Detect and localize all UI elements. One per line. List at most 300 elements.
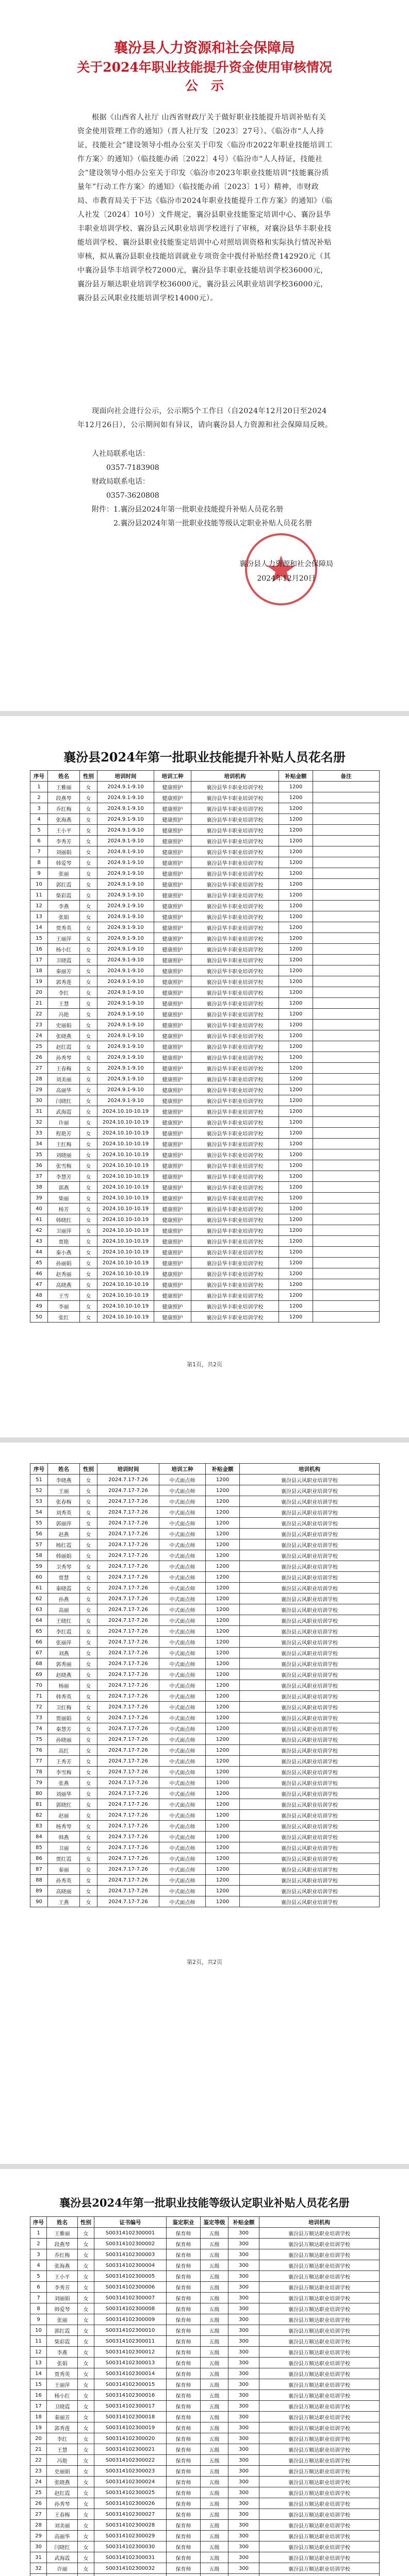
- table-cell: 2024.9.1-9.10: [97, 1052, 154, 1063]
- table-row: [30, 1886, 380, 1896]
- table-cell: 健康照护: [154, 1258, 191, 1268]
- table-cell: 25: [30, 2487, 47, 2498]
- table-cell: [313, 1268, 380, 1279]
- table-cell: 襄汾县万顺达职业培训学校: [259, 2239, 380, 2249]
- table-cell: 女: [80, 1604, 97, 1615]
- table-cell: 2024.9.1-9.10: [97, 782, 154, 792]
- table-cell: 20: [30, 2433, 47, 2444]
- table-row: [30, 1312, 380, 1323]
- table-cell: 襄汾县华丰职业培训学校: [191, 1106, 279, 1117]
- table-cell: 中式面点师: [159, 1691, 206, 1702]
- table-cell: 健康照护: [154, 1193, 191, 1204]
- table-cell: 女: [80, 803, 97, 814]
- table-cell: 郭红霞: [48, 879, 80, 890]
- table-cell: 18: [30, 965, 48, 976]
- table-cell: 卫丽萍: [48, 1225, 80, 1236]
- table-cell: 73: [30, 1713, 48, 1723]
- table-row: [30, 1658, 380, 1669]
- table-cell: [313, 1084, 380, 1095]
- table-cell: 2024.7.17-7.26: [97, 1507, 159, 1518]
- table-cell: 襄汾县华丰职业培训学校: [191, 1041, 279, 1052]
- table-cell: 襄汾县云风职业培训学校: [240, 1702, 380, 1713]
- table-cell: 襄汾县华丰职业培训学校: [191, 965, 279, 976]
- table-cell: 54: [30, 1507, 48, 1518]
- table-row: [30, 2531, 380, 2541]
- table-cell: 襄汾县万顺达职业培训学校: [259, 2358, 380, 2368]
- table-cell: 1200: [279, 944, 313, 955]
- table-cell: S00314102300026: [94, 2498, 167, 2509]
- table-row: [30, 1485, 380, 1496]
- table-cell: 健康照护: [154, 879, 191, 890]
- table-cell: 300: [228, 2293, 259, 2303]
- table-cell: 女: [80, 1594, 97, 1604]
- table-cell: 2024.7.17-7.26: [97, 1485, 159, 1496]
- table-cell: 68: [30, 1658, 48, 1669]
- table-cell: 五级: [201, 2260, 228, 2271]
- table-cell: 襄汾县万顺达职业培训学校: [259, 2314, 380, 2325]
- table-cell: 王雪: [48, 1290, 80, 1301]
- table-cell: 1200: [279, 792, 313, 803]
- table-cell: 保育师: [167, 2487, 201, 2498]
- table-cell: 50: [30, 1312, 48, 1323]
- column-header: 培训时间: [97, 771, 154, 782]
- table-cell: 300: [228, 2477, 259, 2487]
- table-cell: 2024.7.17-7.26: [97, 1734, 159, 1745]
- table-row: [30, 1875, 380, 1886]
- table-row: [30, 1128, 380, 1139]
- table-cell: 2024.7.17-7.26: [97, 1875, 159, 1886]
- table-cell: 2024.9.1-9.10: [97, 976, 154, 987]
- table-cell: 女: [78, 2314, 94, 2325]
- table-cell: 25: [30, 1041, 48, 1052]
- table-cell: 张丽: [48, 868, 80, 879]
- table-cell: 女: [78, 2260, 94, 2271]
- table-cell: 襄汾县万顺达职业培训学校: [259, 2444, 380, 2455]
- table-cell: 高丽华: [48, 1084, 80, 1095]
- table-cell: 襄汾县华丰职业培训学校: [191, 868, 279, 879]
- roster-page-2: [0, 1443, 409, 2164]
- table-row: [30, 2466, 380, 2477]
- table-cell: 女: [78, 2444, 94, 2455]
- table-cell: 24: [30, 1030, 48, 1041]
- table-cell: 2024.10.10-10.19: [97, 1258, 154, 1268]
- table-cell: 1200: [279, 1182, 313, 1193]
- table-row: [30, 1626, 380, 1637]
- table-cell: 300: [228, 2455, 259, 2466]
- table-cell: 5: [30, 825, 48, 836]
- table-row: [30, 1756, 380, 1767]
- table-cell: [313, 1204, 380, 1214]
- table-cell: 2024.9.1-9.10: [97, 987, 154, 998]
- table-cell: 王丽: [48, 1485, 80, 1496]
- table-cell: 9: [30, 868, 48, 879]
- table-cell: 郭秀丽: [48, 1658, 80, 1669]
- table-cell: 健康照护: [154, 1149, 191, 1160]
- column-header: 培训机构: [191, 771, 279, 782]
- table-cell: 襄汾县云风职业培训学校: [240, 1886, 380, 1896]
- table-cell: 中式面点师: [159, 1842, 206, 1853]
- table-cell: 2024.9.1-9.10: [97, 901, 154, 911]
- table-cell: 1200: [279, 1225, 313, 1236]
- table-cell: S00314102300027: [94, 2509, 167, 2520]
- table-cell: 2024.10.10-10.19: [97, 1214, 154, 1225]
- table-cell: 健康照护: [154, 1290, 191, 1301]
- table-row: [30, 1561, 380, 1572]
- table-cell: 王秀芳: [48, 1756, 80, 1767]
- table-cell: 1200: [206, 1702, 240, 1713]
- table-cell: 女: [80, 1886, 97, 1896]
- table-cell: 襄汾县华丰职业培训学校: [191, 922, 279, 933]
- table-cell: 1200: [279, 1117, 313, 1128]
- table-cell: 卫丽: [48, 1842, 80, 1853]
- table-cell: 五级: [201, 2249, 228, 2260]
- table-cell: 襄汾县华丰职业培训学校: [191, 1279, 279, 1290]
- table-cell: 2024.7.17-7.26: [97, 1475, 159, 1485]
- table-cell: 1200: [279, 1084, 313, 1095]
- table-cell: 2024.9.1-9.10: [97, 1009, 154, 1020]
- table-row: [30, 1106, 380, 1117]
- table-cell: 李红: [47, 2433, 78, 2444]
- table-cell: 1200: [279, 1171, 313, 1182]
- table-cell: 1200: [279, 1290, 313, 1301]
- table-cell: 女: [80, 1853, 97, 1864]
- table-cell: 女: [80, 1485, 97, 1496]
- table-cell: 女: [80, 1258, 97, 1268]
- table-cell: S00314102300003: [94, 2249, 167, 2260]
- table-cell: 中式面点师: [159, 1626, 206, 1637]
- table-cell: 2024.9.1-9.10: [97, 911, 154, 922]
- table-cell: 刘晓丽: [48, 1149, 80, 1160]
- table-cell: 2024.9.1-9.10: [97, 944, 154, 955]
- table-cell: 女: [80, 1149, 97, 1160]
- table-cell: 中式面点师: [159, 1886, 206, 1896]
- table-cell: 襄汾县华丰职业培训学校: [191, 944, 279, 955]
- table-row: [30, 2336, 380, 2347]
- table-cell: 女: [80, 1875, 97, 1886]
- table-cell: 女: [80, 1052, 97, 1063]
- table-cell: [313, 1225, 380, 1236]
- table-cell: 襄汾县华丰职业培训学校: [191, 1095, 279, 1106]
- table-cell: 女: [78, 2509, 94, 2520]
- table-cell: 闫晓红: [47, 2541, 78, 2552]
- table-cell: 1200: [279, 1009, 313, 1020]
- table-cell: [313, 1052, 380, 1063]
- table-cell: 保育师: [167, 2531, 201, 2541]
- table-cell: [228, 2574, 259, 2576]
- table-row: [30, 1301, 380, 1312]
- table-cell: 卫红梅: [48, 1702, 80, 1713]
- table-cell: 五级: [201, 2303, 228, 2314]
- table-cell: 襄汾县华丰职业培训学校: [191, 1030, 279, 1041]
- table-cell: 2024.9.1-9.10: [97, 803, 154, 814]
- table-cell: 300: [228, 2347, 259, 2358]
- training-subsidy-table-continued: [30, 1463, 380, 1907]
- column-header: 鉴定职业: [167, 2217, 201, 2228]
- table-cell: 女: [80, 868, 97, 879]
- contact-label-finance: 财政局联系电话：: [92, 478, 150, 486]
- table-cell: 襄汾县云风职业培训学校: [240, 1745, 380, 1756]
- table-cell: 刘美丽: [47, 2520, 78, 2531]
- table-cell: 健康照护: [154, 933, 191, 944]
- table-cell: 女: [78, 2477, 94, 2487]
- table-cell: 中式面点师: [159, 1496, 206, 1507]
- table-cell: 17: [30, 2401, 47, 2412]
- table-cell: 健康照护: [154, 1214, 191, 1225]
- table-cell: 保育师: [167, 2390, 201, 2401]
- table-cell: 健康照护: [154, 911, 191, 922]
- table-cell: S00314102300022: [94, 2455, 167, 2466]
- table-cell: 中式面点师: [159, 1615, 206, 1626]
- table-cell: 1200: [206, 1539, 240, 1550]
- table-cell: 健康照护: [154, 890, 191, 901]
- table-cell: 保育师: [167, 2347, 201, 2358]
- table-cell: [313, 782, 380, 792]
- column-header: 序号: [30, 2217, 47, 2228]
- table-cell: 卫晓霞: [47, 2401, 78, 2412]
- table-cell: [313, 836, 380, 846]
- table-cell: 健康照护: [154, 1236, 191, 1247]
- table-cell: 王丽萍: [47, 2379, 78, 2390]
- table-row: [30, 2401, 380, 2412]
- table-cell: 300: [228, 2368, 259, 2379]
- column-header: 培训机构: [240, 1464, 380, 1475]
- table-cell: 1200: [279, 1095, 313, 1106]
- table-cell: 18: [30, 2412, 47, 2422]
- table-cell: [313, 965, 380, 976]
- table-cell: S00314102300009: [94, 2314, 167, 2325]
- table-cell: 保育师: [167, 2368, 201, 2379]
- table-cell: 2024.7.17-7.26: [97, 1648, 159, 1658]
- column-header: 鉴定等级: [201, 2217, 228, 2228]
- table-cell: 33: [30, 1128, 48, 1139]
- table-cell: 保育师: [167, 2401, 201, 2412]
- table-cell: 女: [80, 857, 97, 868]
- table-cell: 中式面点师: [159, 1788, 206, 1799]
- table-cell: 2024.7.17-7.26: [97, 1723, 159, 1734]
- table-cell: 35: [30, 1149, 48, 1160]
- table-row: [30, 922, 380, 933]
- table-cell: S00314102300008: [94, 2303, 167, 2314]
- table-cell: 40: [30, 1204, 48, 1214]
- table-cell: 女: [80, 1842, 97, 1853]
- table-cell: 杨红霞: [48, 1539, 80, 1550]
- table-cell: 五级: [201, 2520, 228, 2531]
- table-cell: 2024.9.1-9.10: [97, 879, 154, 890]
- table-cell: 1200: [206, 1594, 240, 1604]
- table-cell: [313, 1041, 380, 1052]
- table-cell: S00314102300017: [94, 2401, 167, 2412]
- table-cell: 襄汾县华丰职业培训学校: [191, 1128, 279, 1139]
- table-cell: [313, 1074, 380, 1084]
- table-cell: 1200: [279, 976, 313, 987]
- table-cell: 中式面点师: [159, 1583, 206, 1594]
- table-row: [30, 1691, 380, 1702]
- table-cell: 健康照护: [154, 868, 191, 879]
- table-cell: 襄汾县华丰职业培训学校: [191, 955, 279, 965]
- table-cell: 襄汾县万顺达职业培训学校: [259, 2487, 380, 2498]
- table-cell: 健康照护: [154, 1301, 191, 1312]
- table-cell: 32: [30, 2563, 47, 2574]
- table-cell: [313, 933, 380, 944]
- table-cell: 女: [80, 911, 97, 922]
- table-cell: 史丽娟: [47, 2466, 78, 2477]
- table-cell: 女: [78, 2368, 94, 2379]
- table-cell: 300: [228, 2466, 259, 2477]
- table-cell: 中式面点师: [159, 1832, 206, 1842]
- table-cell: 16: [30, 2390, 47, 2401]
- table-row: [30, 2422, 380, 2433]
- table-cell: 1200: [206, 1842, 240, 1853]
- table-cell: 襄汾县华丰职业培训学校: [191, 1149, 279, 1160]
- table-cell: [47, 2574, 78, 2576]
- table-row: [30, 836, 380, 846]
- table-row: [30, 1139, 380, 1149]
- table-cell: 300: [228, 2433, 259, 2444]
- table-cell: 襄汾县华丰职业培训学校: [191, 1009, 279, 1020]
- table-cell: 保育师: [167, 2314, 201, 2325]
- table-cell: S00314102300028: [94, 2520, 167, 2531]
- table-cell: 五级: [201, 2455, 228, 2466]
- table-cell: 1200: [279, 1204, 313, 1214]
- table-cell: 襄汾县云风职业培训学校: [240, 1496, 380, 1507]
- table-row: [30, 868, 380, 879]
- table-cell: 女: [78, 2390, 94, 2401]
- table-cell: 襄汾县云风职业培训学校: [240, 1669, 380, 1680]
- table-cell: 女: [78, 2498, 94, 2509]
- table-cell: 女: [80, 1680, 97, 1691]
- table-cell: 健康照护: [154, 1128, 191, 1139]
- table-cell: 21: [30, 2444, 47, 2455]
- table-cell: 43: [30, 1236, 48, 1247]
- column-header: 备注: [313, 771, 380, 782]
- table-cell: 2024.10.10-10.19: [97, 1290, 154, 1301]
- table-cell: 38: [30, 1182, 48, 1193]
- table-cell: 保育师: [167, 2336, 201, 2347]
- table-cell: 健康照护: [154, 814, 191, 825]
- table-cell: [313, 1301, 380, 1312]
- table-cell: 女: [78, 2325, 94, 2336]
- table-cell: 五级: [201, 2293, 228, 2303]
- table-cell: 襄汾县云风职业培训学校: [240, 1853, 380, 1864]
- table-cell: 五级: [201, 2228, 228, 2239]
- notice-paragraph-2: 现面向社会进行公示，公示期5个工作日（自2024年12月20日至2024年12月26日），公示期间如有异议，请向襄汾县人力资源和社会保障局反映。: [77, 407, 333, 429]
- table-cell: 1200: [206, 1713, 240, 1723]
- table-cell: 女: [80, 1236, 97, 1247]
- table-row: [30, 1529, 380, 1539]
- table-cell: S00314102300018: [94, 2412, 167, 2422]
- table-cell: 300: [228, 2509, 259, 2520]
- table-cell: 2024.7.17-7.26: [97, 1777, 159, 1788]
- table-cell: [313, 857, 380, 868]
- table-row: [30, 1637, 380, 1648]
- table-cell: 2: [30, 2239, 47, 2249]
- table-cell: 11: [30, 2336, 47, 2347]
- column-header: 证书编号: [94, 2217, 167, 2228]
- table-cell: 襄汾县华丰职业培训学校: [191, 890, 279, 901]
- table-row: [30, 1279, 380, 1290]
- table-cell: 4: [30, 2260, 47, 2271]
- table-cell: 90: [30, 1896, 48, 1907]
- table-cell: 许丽: [48, 1117, 80, 1128]
- table-cell: S00314102300005: [94, 2271, 167, 2282]
- table-cell: 1200: [206, 1788, 240, 1799]
- table-cell: 卫晓霞: [48, 955, 80, 965]
- table-cell: 健康照护: [154, 1063, 191, 1074]
- table-row: [30, 998, 380, 1009]
- table-cell: S00314102300016: [94, 2390, 167, 2401]
- table-cell: 2024.9.1-9.10: [97, 792, 154, 803]
- table-row: [30, 1777, 380, 1788]
- table-cell: 2024.7.17-7.26: [97, 1669, 159, 1680]
- table-cell: 襄汾县云风职业培训学校: [240, 1777, 380, 1788]
- table-cell: 女: [78, 2358, 94, 2368]
- table-cell: 襄汾县华丰职业培训学校: [191, 1084, 279, 1095]
- table-cell: 41: [30, 1214, 48, 1225]
- table-cell: 中式面点师: [159, 1713, 206, 1723]
- table-row: [30, 2509, 380, 2520]
- table-cell: 武海霞: [47, 2552, 78, 2563]
- certification-roster-page: [0, 2169, 409, 2576]
- table-cell: 女: [80, 1312, 97, 1323]
- table-cell: 78: [30, 1767, 48, 1777]
- table-cell: 五级: [201, 2487, 228, 2498]
- table-row: [30, 1160, 380, 1171]
- notice-issuer: 襄汾县人力资源和社会保障局: [114, 40, 295, 56]
- table-cell: 2024.7.17-7.26: [97, 1864, 159, 1875]
- table-cell: 健康照护: [154, 1268, 191, 1279]
- table-cell: 2024.10.10-10.19: [97, 1225, 154, 1236]
- table-cell: 五级: [201, 2358, 228, 2368]
- table-cell: 李秀芳: [47, 2282, 78, 2293]
- table-cell: 2024.7.17-7.26: [97, 1896, 159, 1907]
- column-header: 补贴金额: [228, 2217, 259, 2228]
- table-cell: 襄汾县云风职业培训学校: [240, 1723, 380, 1734]
- table-cell: 80: [30, 1788, 48, 1799]
- table-cell: 五级: [201, 2379, 228, 2390]
- table-cell: 冯艳: [47, 2455, 78, 2466]
- table-cell: 300: [228, 2282, 259, 2293]
- table-row: [30, 1767, 380, 1777]
- table-cell: 襄汾县云风职业培训学校: [240, 1864, 380, 1875]
- table-cell: 襄汾县万顺达职业培训学校: [259, 2520, 380, 2531]
- table-cell: 史丽娟: [48, 1020, 80, 1030]
- table-cell: 襄汾县云风职业培训学校: [240, 1485, 380, 1496]
- table-cell: 女: [80, 1550, 97, 1561]
- table-cell: 女: [80, 1084, 97, 1095]
- table-cell: 2024.7.17-7.26: [97, 1842, 159, 1853]
- table-cell: 2024.7.17-7.26: [97, 1886, 159, 1896]
- table-cell: 女: [78, 2228, 94, 2239]
- table-cell: 16: [30, 944, 48, 955]
- table-cell: 健康照护: [154, 1225, 191, 1236]
- table-cell: 五级: [201, 2433, 228, 2444]
- table-cell: 1200: [279, 1193, 313, 1204]
- table-cell: 襄汾县华丰职业培训学校: [191, 1193, 279, 1204]
- table-cell: 女: [78, 2379, 94, 2390]
- table-cell: 王红梅: [48, 1139, 80, 1149]
- table-cell: 襄汾县华丰职业培训学校: [191, 1171, 279, 1182]
- table-cell: 保育师: [167, 2477, 201, 2487]
- table-cell: 五级: [201, 2282, 228, 2293]
- table-cell: 女: [80, 836, 97, 846]
- table-cell: 女: [80, 1723, 97, 1734]
- table-cell: 300: [228, 2498, 259, 2509]
- table-cell: 许丽: [47, 2563, 78, 2574]
- table-cell: 保育师: [167, 2455, 201, 2466]
- table-row: [30, 2282, 380, 2293]
- table-cell: 李丽: [48, 1301, 80, 1312]
- table-cell: 1200: [206, 1615, 240, 1626]
